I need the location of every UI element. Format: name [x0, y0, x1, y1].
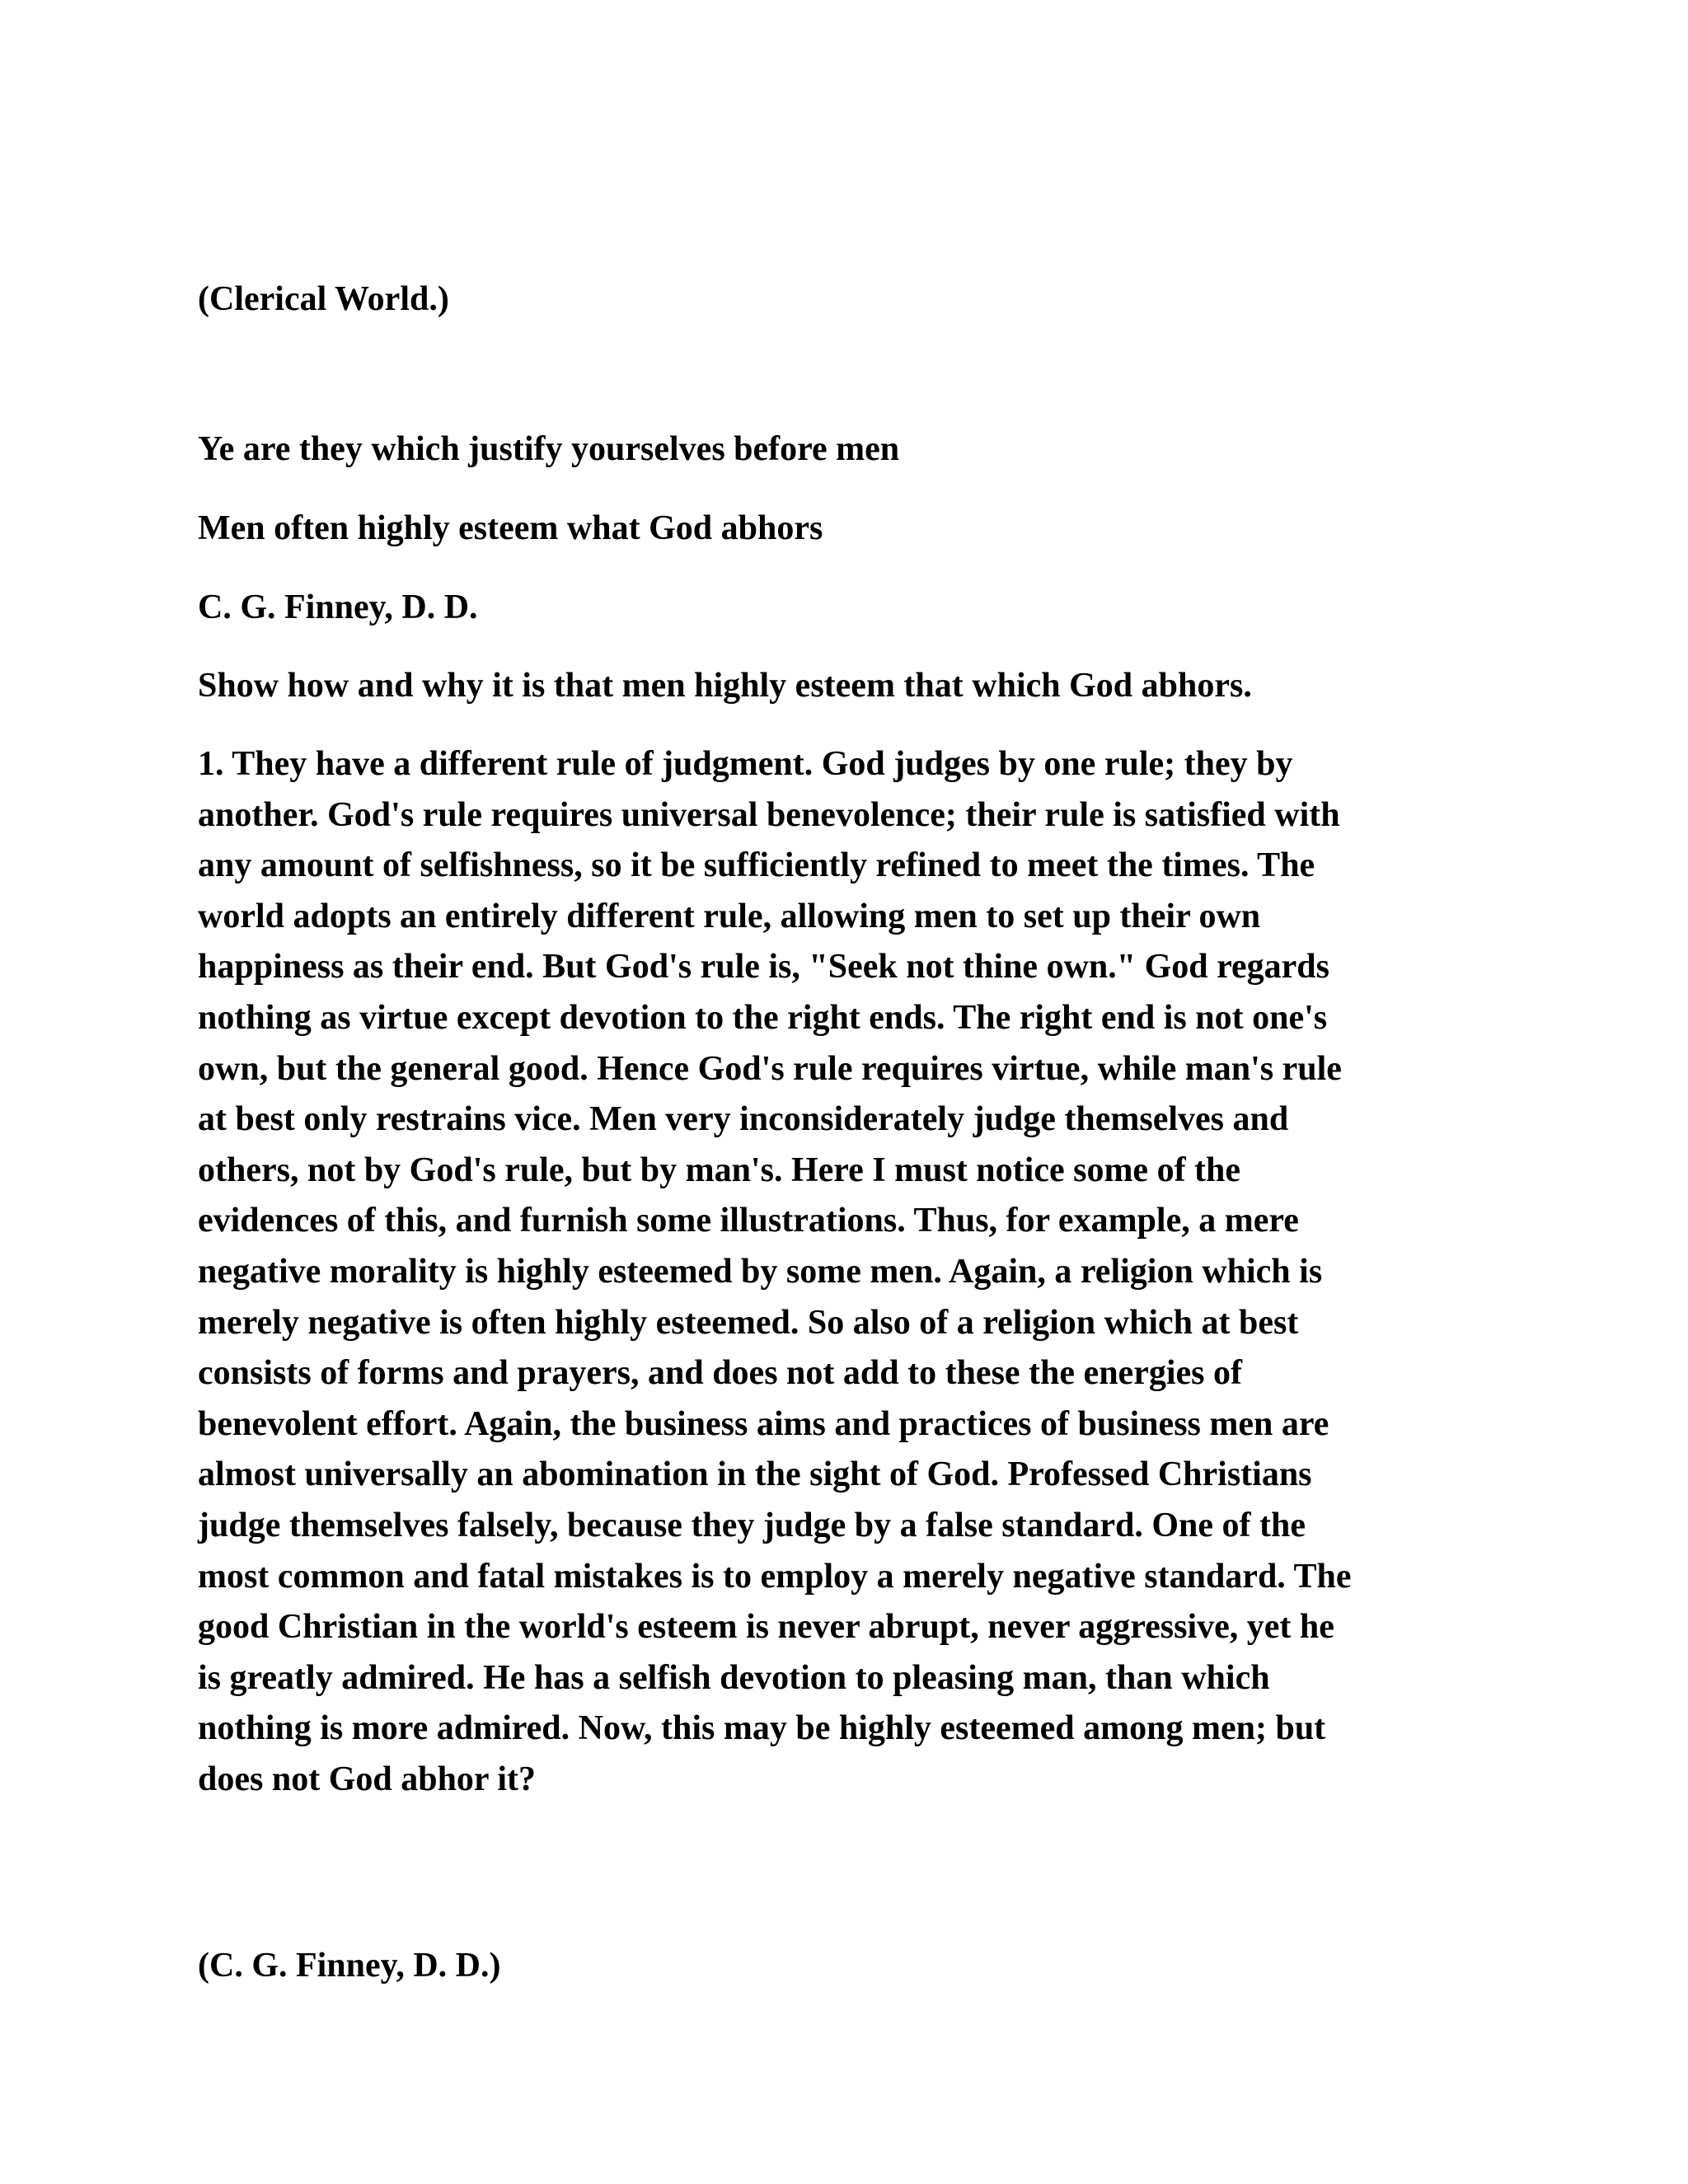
sermon-subtitle: Men often highly esteem what God abhors [198, 509, 823, 547]
body-line: almost universally an abomination in the sight of God. Professed Christians [198, 1455, 1312, 1494]
body-line: any amount of selfishness, so it be sufficiently refined to meet the times. The [198, 846, 1315, 885]
body-line: another. God's rule requires universal benevolence; their rule is satisfied with [198, 795, 1340, 834]
body-line: most common and fatal mistakes is to employ a merely negative standard. The [198, 1557, 1352, 1596]
body-line: happiness as their end. But God's rule is, "Seek not thine own." God regards [198, 948, 1329, 987]
body-line: merely negative is often highly esteemed. So also of a religion which at best [198, 1303, 1299, 1342]
body-line: consists of forms and prayers, and does not add to these the energies of [198, 1354, 1242, 1393]
body-line: world adopts an entirely different rule, allowing men to set up their own [198, 897, 1261, 935]
body-line: negative morality is highly esteemed by some men. Again, a religion which is [198, 1252, 1323, 1291]
body-paragraph [198, 739, 1533, 1805]
body-line: evidences of this, and furnish some illustrations. Thus, for example, a mere [198, 1202, 1299, 1240]
body-line: nothing is more admired. Now, this may be highly esteemed among men; but [198, 1709, 1326, 1748]
body-line: benevolent effort. Again, the business aims and practices of business men are [198, 1404, 1329, 1443]
sermon-title: Ye are they which justify yourselves before men [198, 430, 900, 468]
body-line: does not God abhor it? [198, 1760, 536, 1798]
body-line: is greatly admired. He has a selfish devotion to pleasing man, than which [198, 1658, 1270, 1697]
body-line: others, not by God's rule, but by man's. Here I must notice some of the [198, 1151, 1241, 1189]
source-attribution-top: (Clerical World.) [198, 280, 449, 318]
body-line: at best only restrains vice. Men very inconsiderately judge themselves and [198, 1100, 1289, 1139]
body-line: judge themselves falsely, because they judge by a false standard. One of the [198, 1506, 1306, 1544]
body-line: 1. They have a different rule of judgment. God judges by one rule; they by [198, 745, 1293, 783]
body-line: own, but the general good. Hence God's rule requires virtue, while man's rule [198, 1049, 1342, 1088]
source-attribution-bottom: (C. G. Finney, D. D.) [198, 1947, 501, 1985]
intro-sentence: Show how and why it is that men highly esteem that which God abhors. [198, 667, 1252, 705]
body-line: nothing as virtue except devotion to the right ends. The right end is not one's [198, 998, 1328, 1037]
author-name: C. G. Finney, D. D. [198, 588, 478, 626]
body-line: good Christian in the world's esteem is never abrupt, never aggressive, yet he [198, 1608, 1334, 1647]
